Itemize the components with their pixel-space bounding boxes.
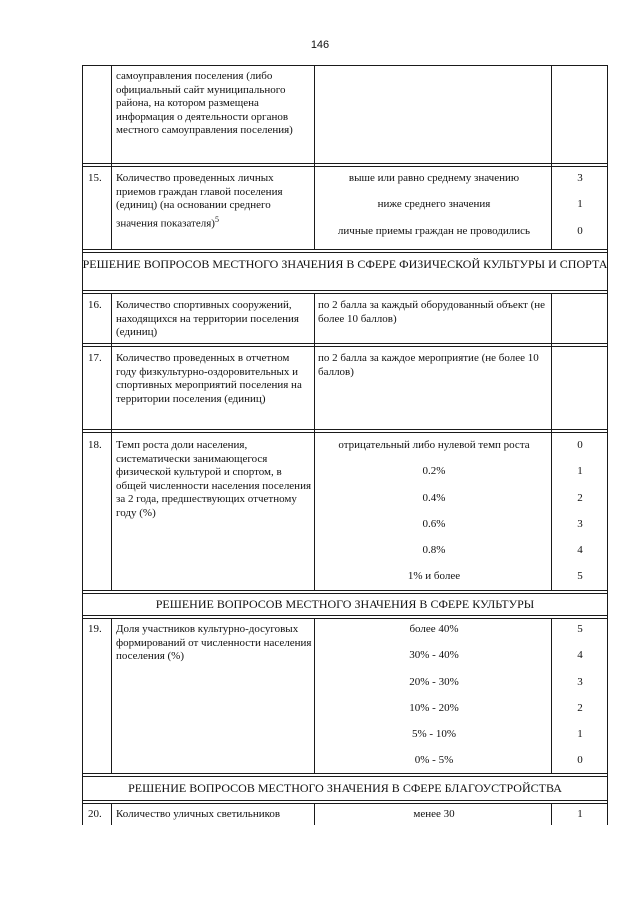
criterion: 5% - 10% [412,728,456,740]
score: 2 [577,702,583,714]
score: 5 [577,623,583,635]
indicator-text: Темп роста доли населения, систематически занимающегося физической культурой и спортом, в общей численности населения поселения за 2 года, предшествующих отчетному году (%) [116,439,312,519]
score: 3 [577,676,583,688]
score: 5 [577,570,583,582]
criterion: 0.4% [422,492,446,504]
criterion: 20% - 30% [409,676,459,688]
indicator-text: Количество проведенных в отчетном году физкультурно-оздоровительных и спортивных мероприятий поселения на территории поселения (единиц) [116,352,302,405]
criterion: по 2 балла за каждое мероприятие (не более 10 баллов) [318,352,539,378]
row-number: 16. [88,299,102,311]
score: 1 [577,808,583,820]
row-number: 20. [88,808,102,820]
indicator-text: Количество уличных светильников [116,808,281,820]
row-number: 19. [88,623,102,635]
indicator-main: Количество проведенных личных приемов граждан главой поселения (единиц) [116,172,283,211]
score: 1 [577,728,583,740]
indicator-text [116,172,312,231]
criterion: 30% - 40% [409,649,459,661]
score: 3 [577,172,583,184]
section-heading: РЕШЕНИЕ ВОПРОСОВ МЕСТНОГО ЗНАЧЕНИЯ В СФЕРЕ БЛАГОУСТРОЙСТВА [128,781,562,795]
row-number: 18. [88,439,102,451]
criterion: менее 30 [413,808,455,820]
score: 2 [577,492,583,504]
footnote-mark: 5 [214,214,219,224]
criterion: ниже среднего значения [377,198,491,210]
score: 1 [577,465,583,477]
criterion: 0.8% [422,544,446,556]
indicator-note: (на основании среднего значения показателя) [116,199,271,230]
criterion: выше или равно среднему значению [348,172,520,184]
score: 0 [577,439,583,451]
score: 4 [577,649,583,661]
criterion: 0% - 5% [414,754,454,766]
row-number: 15. [88,172,102,184]
score: 3 [577,518,583,530]
row-number: 17. [88,352,102,364]
page-number: 146 [310,39,330,51]
section-heading: РЕШЕНИЕ ВОПРОСОВ МЕСТНОГО ЗНАЧЕНИЯ В СФЕРЕ ФИЗИЧЕСКОЙ КУЛЬТУРЫ И СПОРТА [82,257,608,271]
criterion: по 2 балла за каждый оборудованный объект (не более 10 баллов) [318,299,546,325]
indicator-text: Доля участников культурно-досуговых формирований от численности населения поселения (%) [116,623,312,662]
criterion: 10% - 20% [409,702,459,714]
indicator-continued: самоуправления поселения (либо официальный сайт муниципального района, на котором размещена информация о деятельности органов местного самоуправления поселения) [116,70,293,136]
criterion: личные приемы граждан не проводились [337,225,531,237]
score: 0 [577,225,583,237]
criterion: 1% и более [407,570,461,582]
score: 0 [577,754,583,766]
criterion: более 40% [409,623,459,635]
section-heading: РЕШЕНИЕ ВОПРОСОВ МЕСТНОГО ЗНАЧЕНИЯ В СФЕРЕ КУЛЬТУРЫ [155,597,535,611]
indicator-text: Количество спортивных сооружений, находящихся на территории поселения (единиц) [116,299,299,338]
criterion: отрицательный либо нулевой темп роста [338,439,530,451]
criterion: 0.2% [422,465,446,477]
score: 4 [577,544,583,556]
criterion: 0.6% [422,518,446,530]
score: 1 [577,198,583,210]
